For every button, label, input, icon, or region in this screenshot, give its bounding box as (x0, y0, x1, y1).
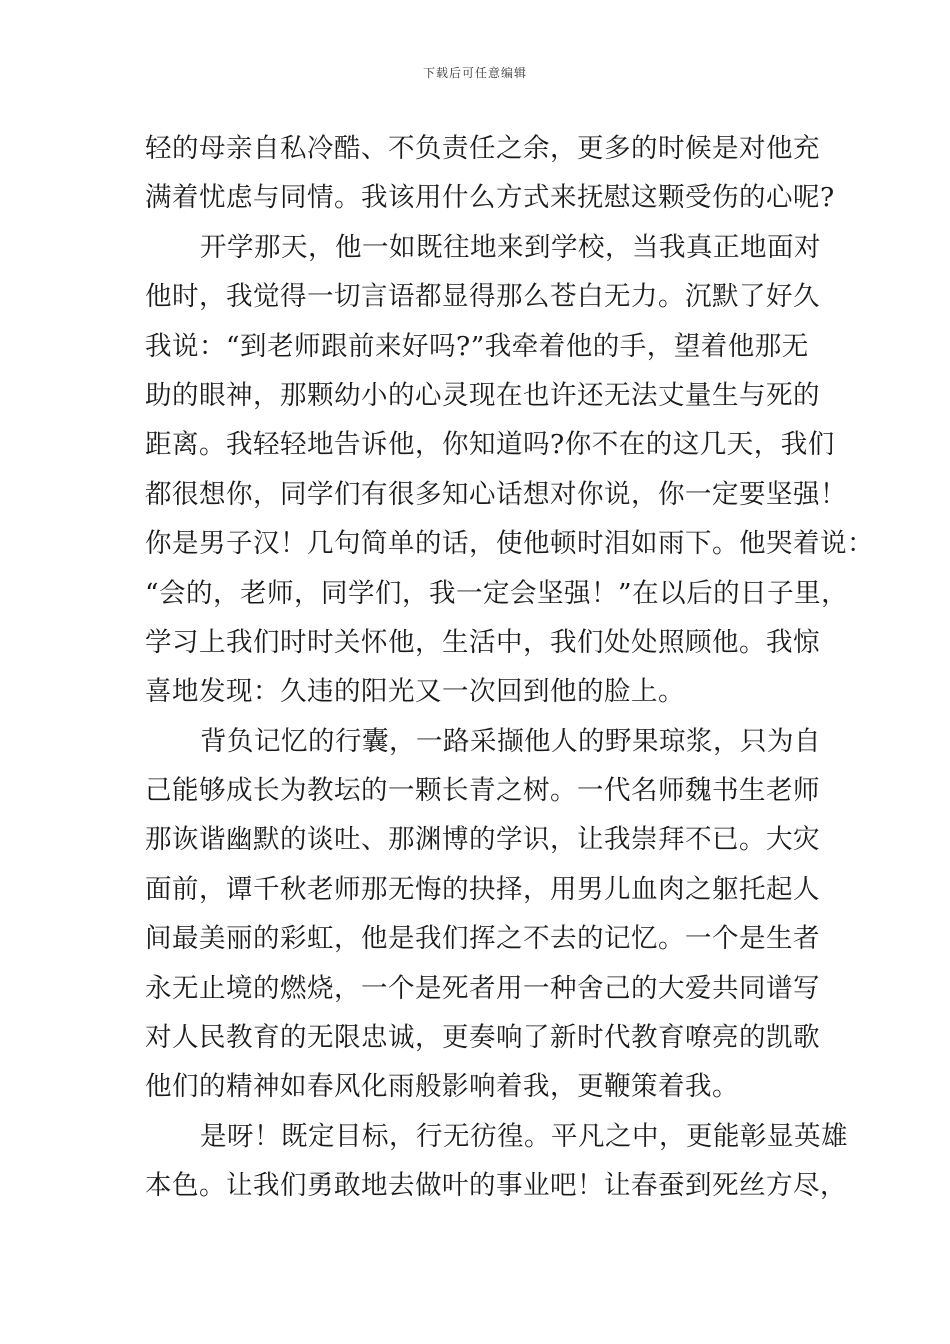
text-line: 学习上我们时时关怀他，生活中，我们处处照顾他。我惊 (145, 626, 820, 658)
text-line: 对人民教育的无限忠诚，更奏响了新时代教育嘹亮的凯歌 (145, 1022, 820, 1054)
paragraph-start-line: 背负记忆的行囊，一路采撷他人的野果琼浆，只为自 (200, 725, 821, 757)
text-line: 永无止境的燃烧，一个是死者用一种舍己的大爱共同谱写 (145, 972, 820, 1004)
page-header: 下载后可任意编辑 (422, 66, 527, 80)
text-line: 间最美丽的彩虹，他是我们挥之不去的记忆。一个是生者 (145, 923, 820, 955)
paragraph-start-line: 开学那天，他一如既往地来到学校，当我真正地面对 (200, 231, 821, 263)
text-line: 面前，谭千秋老师那无悔的抉择，用男儿血肉之躯托起人 (145, 873, 820, 905)
text-line: 我说：“到老师跟前来好吗?”我牵着他的手，望着他那无 (145, 330, 809, 362)
text-line: 本色。让我们勇敢地去做叶的事业吧！让春蚕到死丝方尽， (145, 1170, 847, 1202)
text-line: 距离。我轻轻地告诉他，你知道吗?你不在的这几天，我们 (145, 429, 835, 461)
text-line: 他时，我觉得一切言语都显得那么苍白无力。沉默了好久 (145, 281, 820, 313)
text-line: 他们的精神如春风化雨般影响着我，更鞭策着我。 (145, 1071, 739, 1103)
text-line: 都很想你，同学们有很多知心话想对你说，你一定要坚强！ (145, 478, 847, 510)
text-line: 你是男子汉！几句简单的话，使他顿时泪如雨下。他哭着说： (145, 528, 874, 560)
text-line: 己能够成长为教坛的一颗长青之树。一代名师魏书生老师 (145, 775, 820, 807)
paragraph-start-line: 是呀！既定目标，行无彷徨。平凡之中，更能彰显英雄 (200, 1120, 848, 1152)
text-line: 那诙谐幽默的谈吐、那渊博的学识，让我崇拜不已。大灾 (145, 824, 820, 856)
text-line: 满着忧虑与同情。我该用什么方式来抚慰这颗受伤的心呢? (145, 182, 835, 214)
text-line: “会的，老师，同学们，我一定会坚强！”在以后的日子里， (145, 577, 849, 609)
text-line: 喜地发现：久违的阳光又一次回到他的脸上。 (145, 676, 685, 708)
text-line: 轻的母亲自私冷酷、不负责任之余，更多的时候是对他充 (145, 133, 820, 164)
text-line: 助的眼神，那颗幼小的心灵现在也许还无法丈量生与死的 (145, 379, 820, 411)
document-body (145, 124, 874, 1211)
